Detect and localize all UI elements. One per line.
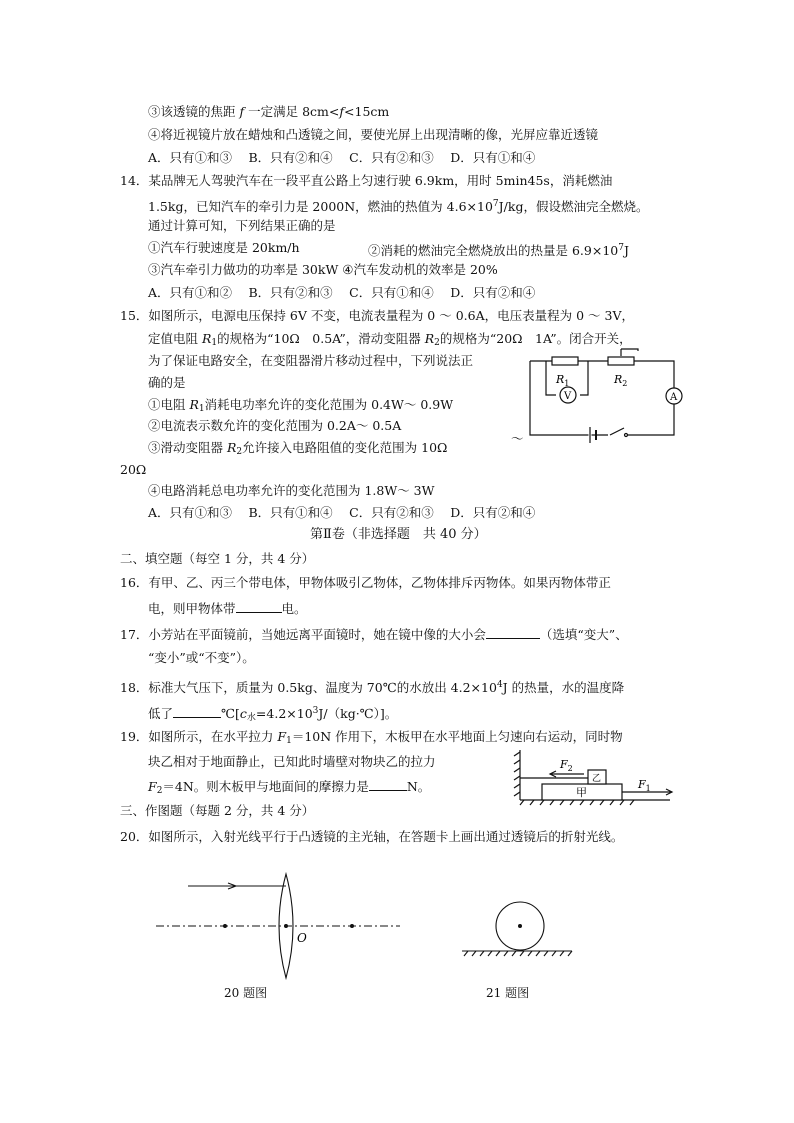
q15-option-3-tilde: ～ bbox=[511, 431, 524, 446]
q16-answer-blank[interactable] bbox=[236, 600, 282, 613]
q17-line2: “变小”或“不变”）。 bbox=[148, 650, 255, 665]
q15-fig-voltmeter-label: V bbox=[564, 391, 572, 402]
q15-option-3-end: 20Ω bbox=[120, 462, 147, 477]
q15-option-4: ④电路消耗总电功率允许的变化范围为 1.8W～ 3W bbox=[148, 483, 435, 498]
q14-stem-line3: 通过计算可知，下列结果正确的是 bbox=[148, 218, 336, 233]
q19-line1: 19．如图所示，在水平拉力 $F_1=10N$ 作用下，木板甲在水平地面上匀速向右运动，同时物 bbox=[120, 729, 623, 746]
q17-line1: 17．小芳站在平面镜前，当她远离平面镜时，她在镜中像的大小会 （选填“变大”、 bbox=[120, 627, 628, 642]
q21-ball-figure bbox=[458, 902, 578, 962]
q14-option-1: ①汽车行驶速度是 20km/h bbox=[148, 240, 300, 255]
q15-fig-ammeter-label: A bbox=[670, 392, 678, 403]
q15-stem-line3: 为了保证电路安全，在变阻器滑片移动过程中，下列说法正 bbox=[148, 353, 474, 368]
q18-line2: 低了 $℃[c_水=4.2\times 10^3J/(kg\cdot℃)]$。 bbox=[148, 706, 398, 723]
q19-line2: 块乙相对于地面静止，已知此时墙壁对物块乙的拉力 bbox=[148, 754, 436, 769]
q15-fig-r2-label: $R_2$ bbox=[614, 373, 628, 388]
section-2-title: 第Ⅱ卷（非选择题 共 40 分） bbox=[310, 527, 487, 542]
q16-line1: 16．有甲、乙、丙三个带电体，甲物体吸引乙物体，乙物体排斥丙物体。如果丙物体带正 bbox=[120, 575, 611, 590]
q16-line2: 电，则甲物体带 电。 bbox=[148, 601, 307, 616]
q19-fig-board-label: 甲 bbox=[576, 786, 587, 799]
q18-answer-blank[interactable] bbox=[173, 705, 221, 718]
q19-line3: $F_2=4N$。则木板甲与地面间的摩擦力是 N。 bbox=[148, 779, 431, 796]
q14-option-2: ②消耗的燃油完全燃烧放出的热量是 $6.9\times 10^7J$ bbox=[368, 243, 629, 258]
q13-option-3: ③该透镜的焦距 f 一定满足 8cm<f<15cm bbox=[148, 104, 390, 119]
q15-stem-line4: 确的是 bbox=[148, 375, 186, 390]
section-drawing-heading: 三、作图题（每题 2 分，共 4 分） bbox=[120, 803, 315, 818]
q18-line1: 18．标准大气压下，质量为 0.5kg、温度为 70℃的水放出 $4.2\times 10^4J$ 的热量，水的温度降 bbox=[120, 680, 625, 695]
q15-choices: A．只有①和③ B．只有①和④ C．只有②和③ D．只有②和④ bbox=[148, 505, 536, 520]
q19-board-figure bbox=[510, 748, 680, 808]
q20-figure-caption: 20 题图 bbox=[224, 986, 268, 1000]
q20-line1: 20．如图所示，入射光线平行于凸透镜的主光轴，在答题卡上画出通过透镜后的折射光线。 bbox=[120, 829, 624, 844]
q15-option-2: ②电流表示数允许的变化范围为 0.2A～ 0.5A bbox=[148, 418, 402, 433]
q20-lens-figure bbox=[152, 872, 412, 982]
q19-fig-block-label: 乙 bbox=[592, 774, 602, 784]
q15-option-1: ①电阻 $R_1$消耗电功率允许的变化范围为 0.4W～ 0.9W bbox=[148, 397, 454, 414]
section-fill-blank-heading: 二、填空题（每空 1 分，共 4 分） bbox=[120, 551, 315, 566]
q14-choices: A．只有①和② B．只有②和③ C．只有①和④ D．只有②和④ bbox=[148, 285, 536, 300]
q17-answer-blank[interactable] bbox=[486, 626, 540, 639]
q15-stem-line2: 定值电阻 $R_1$的规格为“10Ω 0.5A”，滑动变阻器 $R_2$的规格为“20Ω 1A”。闭合开关， bbox=[148, 331, 632, 348]
q15-fig-r1-label: $R_1$ bbox=[556, 373, 570, 388]
q20-optical-center-label: O bbox=[297, 931, 307, 945]
q14-option-3-4: ③汽车牵引力做功的功率是 30kW ④汽车发动机的效率是 20% bbox=[148, 262, 498, 277]
q15-circuit-figure bbox=[516, 353, 696, 445]
q19-fig-f2-label: $F_2$ bbox=[560, 758, 573, 773]
q13-choices: A．只有①和③ B．只有②和④ C．只有②和③ D．只有①和④ bbox=[148, 150, 536, 165]
q14-stem-line1: 14．某品牌无人驾驶汽车在一段平直公路上匀速行驶 6.9km，用时 5min45s，消耗燃油 bbox=[120, 173, 613, 188]
q19-fig-f1-label: $F_1$ bbox=[638, 778, 651, 793]
q15-option-3: ③滑动变阻器 $R_2$允许接入电路阻值的变化范围为 10Ω bbox=[148, 440, 448, 457]
q15-stem-line1: 15．如图所示，电源电压保持 6V 不变，电流表量程为 0 ～ 0.6A，电压表量程为 0 ～ 3V， bbox=[120, 308, 634, 323]
q19-answer-blank[interactable] bbox=[369, 778, 407, 791]
q21-figure-caption: 21 题图 bbox=[486, 986, 530, 1000]
q13-option-4: ④将近视镜片放在蜡烛和凸透镜之间，要使光屏上出现清晰的像，光屏应靠近透镜 bbox=[148, 127, 599, 142]
q14-stem-line2: 1.5kg，已知汽车的牵引力是 2000N，燃油的热值为 $4.6\times 10^7J/kg$，假设燃油完全燃烧。 bbox=[148, 199, 649, 214]
